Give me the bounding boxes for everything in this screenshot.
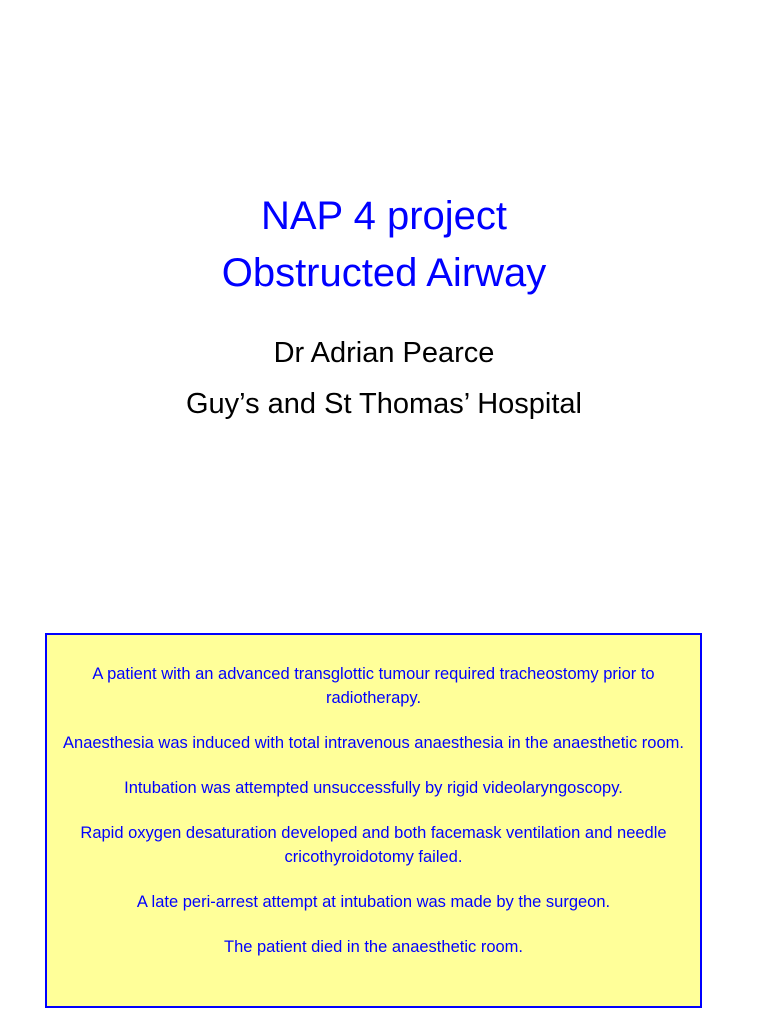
case-paragraph: Rapid oxygen desaturation developed and both facemask ventilation and needle cricothyroidotomy failed. (80, 824, 667, 866)
case-paragraph: Anaesthesia was induced with total intravenous anaesthesia in the anaesthetic room. (63, 734, 684, 752)
slide-title (0, 188, 768, 302)
slide-subtitle (0, 328, 768, 430)
case-paragraph: A patient with an advanced transglottic tumour required tracheostomy prior to radiotherapy. (92, 665, 655, 707)
title-line-2: Obstructed Airway (221, 251, 547, 295)
title-line-1: NAP 4 project (260, 194, 508, 238)
institution-name: Guy’s and St Thomas’ Hospital (186, 388, 582, 420)
author-name: Dr Adrian Pearce (273, 337, 495, 369)
case-summary-box (45, 633, 702, 1008)
case-paragraph: A late peri-arrest attempt at intubation was made by the surgeon. (136, 893, 611, 911)
case-paragraph: The patient died in the anaesthetic room. (223, 938, 524, 956)
case-paragraph: Intubation was attempted unsuccessfully by rigid videolaryngoscopy. (124, 779, 623, 797)
